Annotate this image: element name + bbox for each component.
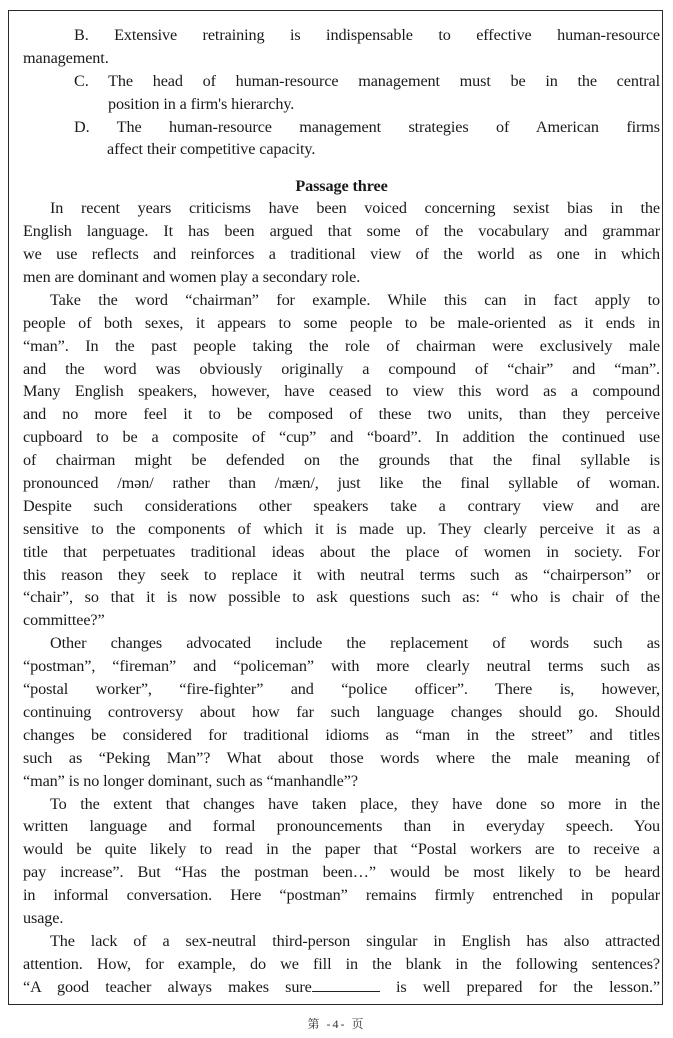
passage-line: “man”. In the past people taking the role of chairman were exclusively male [23, 336, 660, 355]
passage-line: To the extent that changes have taken place, they have done so more in the [50, 794, 660, 813]
passage-line: continuing controversy about how far such language changes should go. Should [23, 702, 660, 721]
passage-line: pay increase”. But “Has the postman been…” would be most likely to be heard [23, 863, 660, 882]
option-b-line2: management. [23, 48, 109, 67]
passage-line: usage. [23, 908, 64, 927]
last-line-after-blank: is well prepared for the lesson.” [395, 977, 660, 996]
passage-line: sensitive to the components of which it is made up. They clearly perceive it as a [23, 519, 660, 538]
page-frame [8, 10, 663, 1005]
option-d-line2: affect their competitive capacity. [107, 140, 316, 159]
passage-line: would be quite likely to read in the paper that “Postal workers are to receive a [23, 840, 660, 859]
passage-line: Take the word “chairman” for example. While this can in fact apply to [50, 290, 660, 309]
option-c-line2: position in a firm's hierarchy. [108, 94, 295, 113]
passage-line: Despite such considerations other speakers take a contrary view and are [23, 496, 660, 515]
passage-line: such as “Peking Man”? What about those words where the male meaning of [23, 748, 660, 767]
option-b-line1: B. Extensive retraining is indispensable to effective human-resource [74, 26, 660, 44]
page-content [23, 24, 660, 999]
passage-line: “postman”, “fireman” and “policeman” with more clearly neutral terms such as [23, 657, 660, 676]
passage-body [23, 197, 660, 975]
passage-line: The lack of a sex-neutral third-person singular in English has also attracted [50, 931, 660, 950]
last-line-before-blank: “A good teacher always makes sure [23, 977, 312, 996]
passage-line: “man” is no longer dominant, such as “manhandle”? [23, 771, 358, 790]
passage-line: In recent years criticisms have been voiced concerning sexist bias in the [50, 199, 660, 218]
passage-title: Passage three [295, 177, 388, 196]
passage-line: people of both sexes, it appears to some people to be male-oriented as it ends in [23, 313, 660, 332]
passage-line: committee?” [23, 611, 105, 630]
fill-in-blank [312, 977, 380, 992]
passage-line: of chairman might be defended on the grounds that the final syllable is [23, 451, 660, 470]
passage-last-line [23, 976, 660, 999]
passage-line: cupboard to be a composite of “cup” and “board”. In addition the continued use [23, 428, 660, 447]
option-c-line1: C. The head of human-resource management must be in the central [74, 71, 660, 90]
passage-line: attention. How, for example, do we fill in the blank in the following sentences? [23, 954, 660, 973]
option-d-line1: D. The human-resource management strategies of American firms [74, 117, 660, 136]
passage-line: Many English speakers, however, have ceased to view this word as a compound [23, 382, 660, 401]
passage-line: Other changes advocated include the replacement of words such as [50, 634, 660, 653]
passage-line: changes be considered for traditional idioms as “man in the street” and titles [23, 725, 660, 744]
page-number: 第 -4- 页 [307, 1017, 366, 1031]
passage-line: written language and formal pronouncements than in everyday speech. You [23, 817, 660, 836]
passage-line: men are dominant and women play a secondary role. [23, 268, 361, 287]
passage-line: pronounced /mən/ rather than /mæn/, just like the final syllable of woman. [23, 474, 660, 493]
passage-line: we use reflects and reinforces a traditional view of the world as one in which [23, 245, 660, 264]
passage-line: this reason they seek to replace it with neutral terms such as “chairperson” or [23, 565, 660, 584]
passage-line: and no more feel it to be composed of these two units, than they perceive [23, 405, 660, 424]
passage-line: English language. It has been argued that some of the vocabulary and grammar [23, 222, 660, 241]
passage-line: “chair”, so that it is now possible to ask questions such as: “ who is chair of the [23, 588, 660, 607]
passage-line: in informal conversation. Here “postman” remains firmly entrenched in popular [23, 886, 660, 905]
passage-line: “postal worker”, “fire-fighter” and “police officer”. There is, however, [23, 680, 660, 699]
passage-line: and the word was obviously originally a compound of “chair” and “man”. [23, 359, 660, 378]
passage-line: title that perpetuates traditional ideas about the place of women in society. For [23, 542, 660, 561]
